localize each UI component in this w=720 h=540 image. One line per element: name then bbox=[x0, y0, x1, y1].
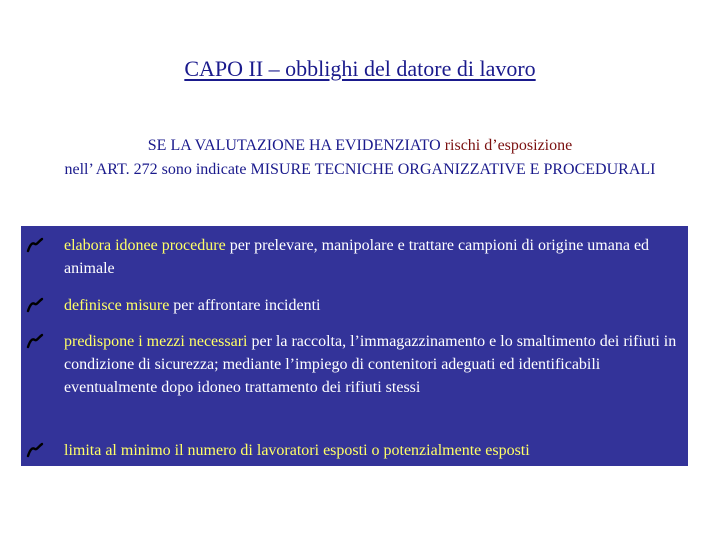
bullet-highlight: predispone i mezzi necessari bbox=[64, 333, 248, 350]
bullet-highlight: limita al minimo il numero di lavoratori esposti o potenzialmente esposti bbox=[64, 442, 530, 459]
bullet-text bbox=[64, 234, 680, 280]
intro-paragraph bbox=[30, 134, 690, 182]
bullet-highlight: elabora idonee procedure bbox=[64, 237, 226, 254]
ornamental-bullet-icon bbox=[26, 236, 44, 254]
bullet-rest: per la raccolta, l’immagazzinamento e lo smaltimento dei rifiuti in condizione di sicurezza; mediante l’impiego di contenitori adeguati ed identificabili eventualmente dopo idoneo trattamento dei rifiuti stessi bbox=[64, 333, 677, 396]
bullet-text bbox=[64, 294, 680, 317]
intro-part-3: nell’ ART. 272 sono indicate MISURE TECNICHE ORGANIZZATIVE E PROCEDURALI bbox=[64, 161, 656, 178]
intro-part-2: rischi d’esposizione bbox=[444, 137, 573, 154]
bullet-text bbox=[64, 330, 680, 399]
bullet-highlight: definisce misure bbox=[64, 297, 170, 314]
slide-title: CAPO II – obblighi del datore di lavoro bbox=[184, 56, 536, 81]
intro-part-1: SE LA VALUTAZIONE HA EVIDENZIATO bbox=[147, 137, 445, 154]
bullet-rest: per affrontare incidenti bbox=[169, 297, 321, 314]
ornamental-bullet-icon bbox=[26, 441, 44, 459]
ornamental-bullet-icon bbox=[26, 296, 44, 314]
ornamental-bullet-icon bbox=[26, 332, 44, 350]
bullet-rest: per prelevare, manipolare e trattare campioni di origine umana ed animale bbox=[64, 237, 650, 277]
measures-panel bbox=[21, 226, 688, 466]
bullet-text bbox=[64, 439, 680, 462]
